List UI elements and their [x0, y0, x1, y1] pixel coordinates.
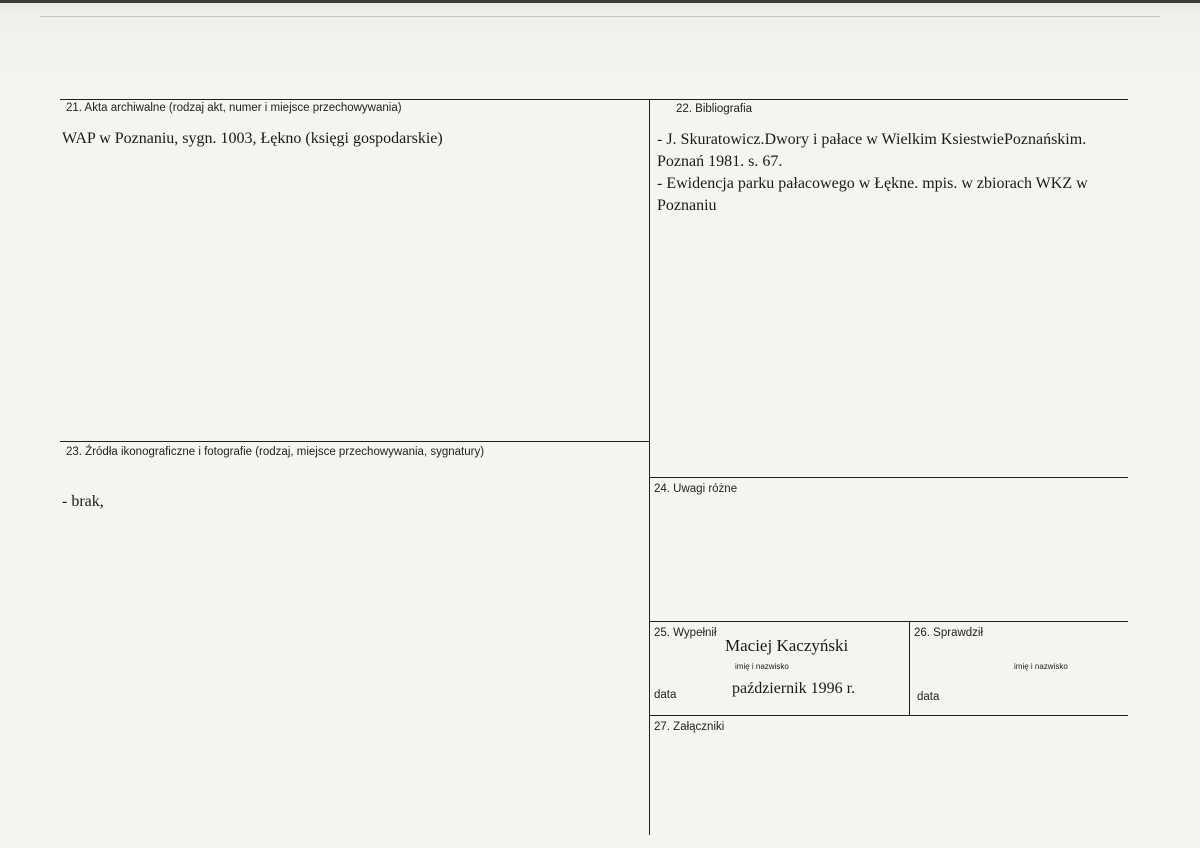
section-26-label: 26. Sprawdził — [914, 627, 984, 639]
filled-by-date-label: data — [654, 689, 677, 701]
bibliography-line: - Ewidencja parku pałacowego w Łękne. mpis. w zbiorach WKZ w — [657, 175, 1088, 192]
scan-top-edge — [0, 0, 1200, 3]
rule-25-26-divider — [909, 621, 910, 715]
filled-by-name-caption: imię i nazwisko — [735, 662, 789, 671]
scan-artifact-line — [40, 16, 1160, 17]
checked-by-name-caption: imię i nazwisko — [1014, 662, 1068, 671]
scan-top-band — [0, 0, 1200, 95]
section-22-label: 22. Bibliografia — [676, 103, 753, 115]
rule-24-top — [650, 477, 1128, 478]
rule-27-top — [650, 715, 1128, 716]
section-21-label: 21. Akta archiwalne (rodzaj akt, numer i miejsce przechowywania) — [66, 102, 402, 114]
section-21-value: WAP w Poznaniu, sygn. 1003, Łękno (księgi gospodarskie) — [62, 130, 443, 147]
section-24-label: 24. Uwagi różne — [654, 483, 738, 495]
bibliography-line: Poznań 1981. s. 67. — [657, 153, 783, 170]
rule-25-top — [650, 621, 1128, 622]
bibliography-line: - J. Skuratowicz.Dwory i pałace w Wielkim KsiestwiePoznańskim. — [657, 131, 1087, 148]
bibliography-line: Poznaniu — [657, 197, 717, 214]
checked-by-date-label: data — [917, 691, 940, 703]
section-23-label: 23. Źródła ikonograficzne i fotografie (rodzaj, miejsce przechowywania, sygnatury) — [66, 446, 485, 458]
section-23-value: - brak, — [62, 493, 104, 510]
rule-top — [60, 99, 1128, 100]
filled-by-date: październik 1996 r. — [732, 680, 856, 697]
bibliography-text — [657, 129, 1088, 217]
filled-by-name: Maciej Kaczyński — [725, 636, 849, 655]
section-27-label: 27. Załączniki — [654, 721, 725, 733]
section-25-label: 25. Wypełnił — [654, 627, 717, 639]
rule-23-top — [60, 441, 650, 442]
rule-center-vertical — [649, 99, 650, 835]
